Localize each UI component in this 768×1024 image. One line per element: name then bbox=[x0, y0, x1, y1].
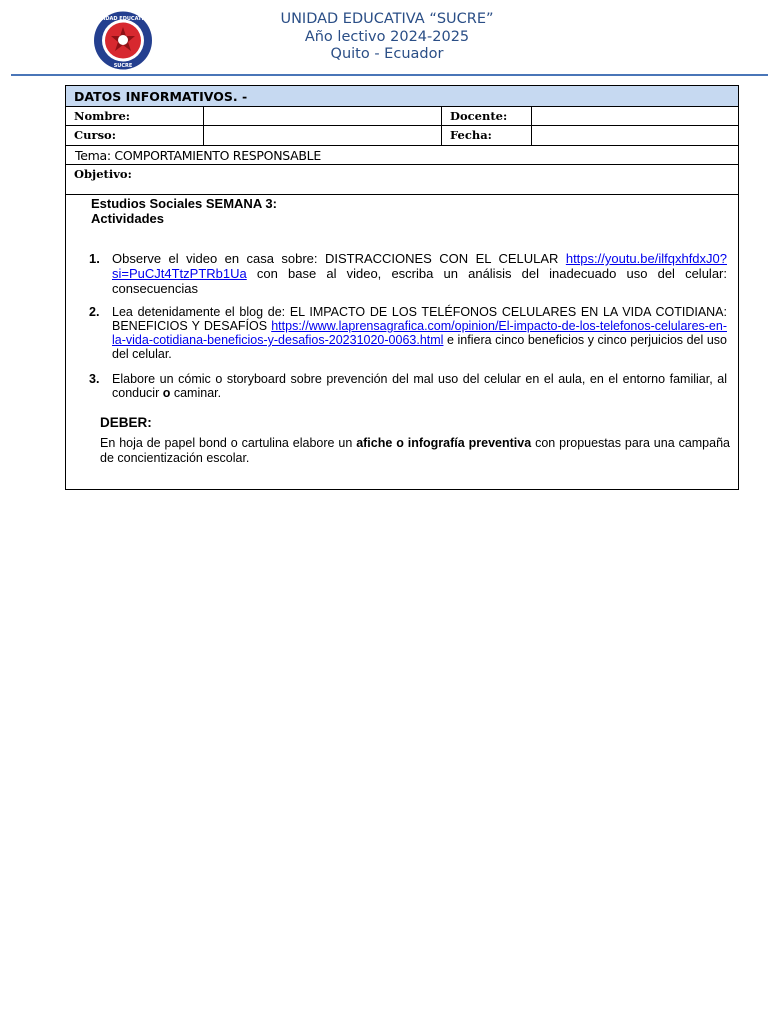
video-link[interactable]: https://youtu.be/ilfqxhfdxJ0?si=PuCJt4TtzPTRb1Ua bbox=[112, 251, 727, 281]
objetivo-label: Objetivo: bbox=[74, 167, 132, 181]
objetivo-row[interactable] bbox=[66, 165, 738, 195]
nombre-label: Nombre: bbox=[74, 109, 131, 123]
docente-label: Docente: bbox=[450, 109, 508, 123]
item-text: Observe el video en casa sobre: DISTRACCIONES CON EL CELULAR bbox=[112, 251, 566, 266]
item-number: 3. bbox=[89, 372, 100, 386]
curso-row bbox=[66, 126, 738, 146]
blog-link[interactable]: https://www.laprensagrafica.com/opinion/El-impacto-de-los-telefonos-celulares-en-la-vida-cotidiana-beneficios-y-desafios-20231020-0063.html bbox=[112, 319, 727, 347]
curso-label-cell bbox=[66, 126, 204, 145]
school-year: Año lectivo 2024-2025 bbox=[304, 28, 470, 45]
curso-field[interactable] bbox=[204, 126, 442, 145]
item-text-cont: e infiera cinco beneficios y cinco perjuicios del uso del celular. bbox=[112, 333, 727, 361]
item-text-bold: o bbox=[162, 386, 171, 400]
item-text-cont: con base al video, escriba un análisis del inadecuado uso del celular: consecuencias bbox=[112, 266, 727, 296]
activity-item-1 bbox=[89, 251, 727, 296]
subject-title: Estudios Sociales SEMANA 3: bbox=[91, 196, 277, 211]
docente-field[interactable] bbox=[532, 107, 738, 125]
nombre-label-cell bbox=[66, 107, 204, 125]
tema-text: Tema: COMPORTAMIENTO RESPONSABLE bbox=[75, 148, 321, 163]
fecha-label-cell bbox=[442, 126, 532, 145]
item-number: 2. bbox=[89, 305, 100, 319]
logo-text-bottom: SUCRE bbox=[113, 63, 133, 69]
form-title: DATOS INFORMATIVOS. - bbox=[74, 89, 248, 104]
item-number: 1. bbox=[89, 251, 100, 266]
deber-text-start: En hoja de papel bond o cartulina elabore un bbox=[100, 436, 357, 450]
item-text-cont: caminar. bbox=[170, 386, 222, 400]
deber-title: DEBER: bbox=[100, 415, 152, 430]
activity-item-3 bbox=[89, 372, 727, 400]
deber-text-end: con propuestas para una campaña de concientización escolar. bbox=[100, 436, 730, 465]
item-text: Lea detenidamente el blog de: EL IMPACTO DE LOS TELÉFONOS CELULARES EN LA VIDA COTIDIANA: BENEFICIOS Y DESAFÍOS bbox=[112, 305, 727, 333]
logo-text-top: UNIDAD EDUCATIVA bbox=[95, 16, 151, 22]
school-name: UNIDAD EDUCATIVA “SUCRE” bbox=[280, 11, 494, 27]
tema-row bbox=[66, 146, 738, 165]
activities-title: Actividades bbox=[91, 211, 164, 226]
name-row bbox=[66, 107, 738, 126]
docente-label-cell bbox=[442, 107, 532, 125]
deber-text-bold: afiche o infografía preventiva bbox=[356, 436, 532, 450]
fecha-label: Fecha: bbox=[450, 128, 492, 142]
fecha-field[interactable] bbox=[532, 126, 738, 145]
deber-text bbox=[100, 436, 730, 466]
school-location: Quito - Ecuador bbox=[330, 46, 444, 62]
school-header bbox=[224, 11, 550, 64]
header-divider bbox=[11, 74, 768, 76]
activity-item-2 bbox=[89, 305, 727, 361]
school-logo bbox=[92, 11, 154, 70]
curso-label: Curso: bbox=[74, 128, 116, 142]
nombre-field[interactable] bbox=[204, 107, 442, 125]
form-title-row bbox=[66, 86, 738, 107]
item-text: Elabore un cómic o storyboard sobre prevención del mal uso del celular en el aula, en el entorno familiar, al conducir bbox=[112, 372, 727, 400]
worksheet bbox=[65, 85, 739, 490]
